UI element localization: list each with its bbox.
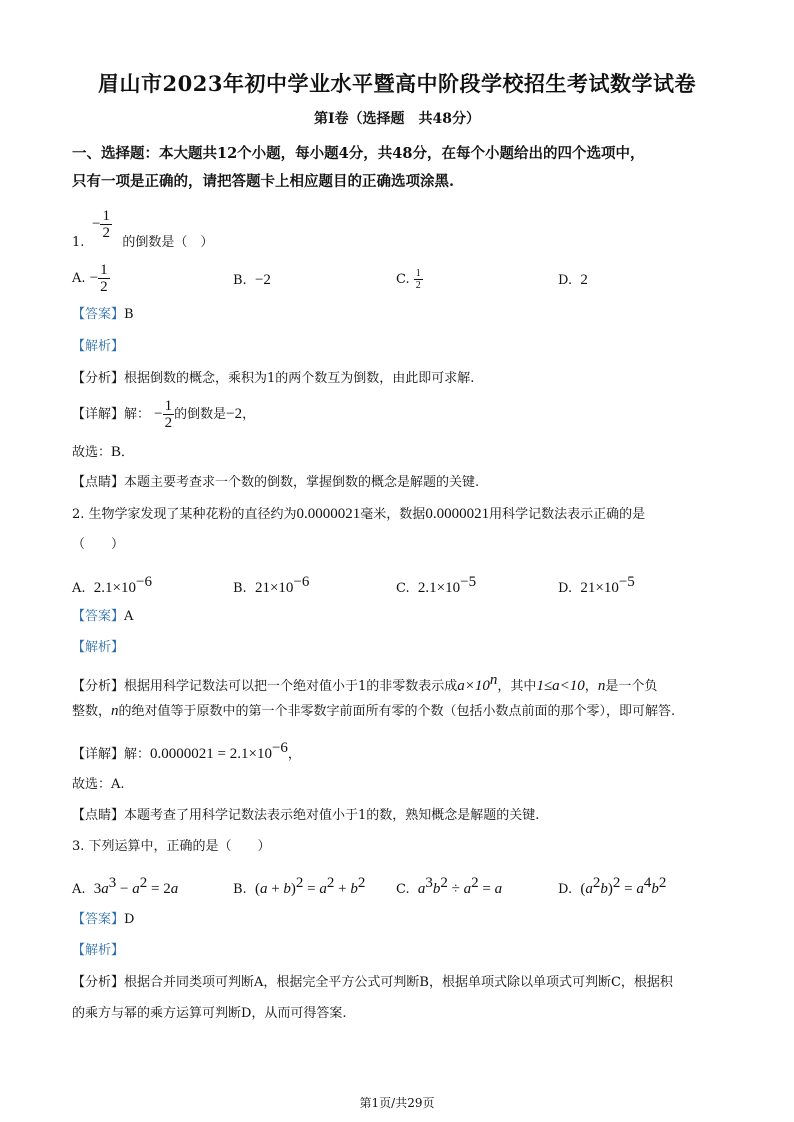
page-subtitle: 第Ⅰ卷（选择题 共48分） — [313, 111, 481, 127]
q1-option-a: A. − $\frac{1}{2}$ — [72, 262, 108, 295]
q2-fenxi-line-2: 整数，n的绝对值等于原数中的第一个非零数字前面所有零的个数（包括小数点前面的那个零），即可解答. — [72, 703, 676, 719]
q1-neg-sign: − — [92, 216, 101, 232]
q3-fenxi-line-2: 的乘方与幂的乘方运算可判断D，从而可得答案. — [72, 1006, 347, 1021]
q3-option-a: A. $3a^3 - a^2 = 2a$ — [72, 875, 179, 897]
page-title: 眉山市2023年初中学业水平暨高中阶段学校招生考试数学试卷 — [98, 71, 696, 96]
q1-option-d: D. 2 — [558, 272, 588, 288]
q2-option-d: D. $21\times 10^{-5}$ — [558, 574, 635, 596]
q1-fraction: $\frac{1}{2}$ — [102, 208, 110, 241]
q1-option-b: B. −2 — [233, 272, 271, 288]
q1-jiexi-heading: 【解析】 — [72, 339, 125, 354]
q3-stem: 3. 下列运算中，正确的是（ ） — [72, 839, 271, 854]
q2-fenxi-line-1: 【分析】根据用科学记数法可以把一个绝对值小于1的非零数表示成$a\times 10^n$，其中1≤a<10，n是一个负 — [72, 672, 658, 694]
q3-fenxi-line-1: 【分析】根据合并同类项可判断A，根据完全平方公式可判断B，根据单项式除以单项式可判断C，根据积 — [72, 975, 673, 990]
q2-option-a: A. $2.1\times 10^{-6}$ — [72, 574, 152, 596]
q2-xiangjie: 【详解】解：$0.0000021 = 2.1\times 10^{-6}$， — [72, 740, 301, 762]
page-footer: 第1页/共29页 — [359, 1096, 435, 1110]
q2-guxuan: 故选：A. — [72, 777, 125, 792]
q1-option-c: C. $\frac{1}{2}$ — [396, 268, 421, 291]
q3-answer: 【答案】D — [72, 912, 135, 927]
section-instruction-line-1: 一、选择题：本大题共12个小题，每小题4分，共48分，在每个小题给出的四个选项中， — [72, 145, 645, 162]
section-instruction-line-2: 只有一项是正确的，请把答题卡上相应题目的正确选项涂黑. — [72, 173, 455, 190]
q3-option-d: D. $(a^2b)^2 = a^4b^2$ — [558, 875, 667, 897]
q1-dianjing: 【点睛】本题主要考查求一个数的倒数，掌握倒数的概念是解题的关键. — [72, 475, 480, 490]
q2-option-b: B. $21\times 10^{-6}$ — [233, 574, 310, 596]
q2-stem: 2. 生物学家发现了某种花粉的直径约为0.0000021毫米，数据0.0000021用科学记数法表示正确的是 — [72, 506, 646, 522]
q1-stem: 1. 的倒数是（ ） — [72, 235, 214, 250]
q3-jiexi-heading: 【解析】 — [72, 943, 125, 958]
q3-option-b: B. $(a + b)^2 = a^2 + b^2$ — [233, 875, 366, 897]
q2-jiexi-heading: 【解析】 — [72, 640, 125, 655]
q2-dianjing: 【点睛】本题考查了用科学记数法表示绝对值小于1的数，熟知概念是解题的关键. — [72, 808, 540, 823]
q2-paren: （ ） — [72, 537, 125, 552]
q3-option-c: C. $a^3b^2 \div a^2 = a$ — [396, 875, 503, 897]
q1-guxuan: 故选：B． — [72, 444, 135, 460]
q1-answer: 【答案】B — [72, 307, 134, 322]
q1-xiangjie: 【详解】解： − $\frac{1}{2}$ 的倒数是−2， — [72, 398, 256, 431]
q1-fenxi: 【分析】根据倒数的概念，乘积为1的两个数互为倒数，由此即可求解. — [72, 371, 475, 386]
q2-answer: 【答案】A — [72, 609, 134, 624]
q2-option-c: C. $2.1\times 10^{-5}$ — [396, 574, 477, 596]
